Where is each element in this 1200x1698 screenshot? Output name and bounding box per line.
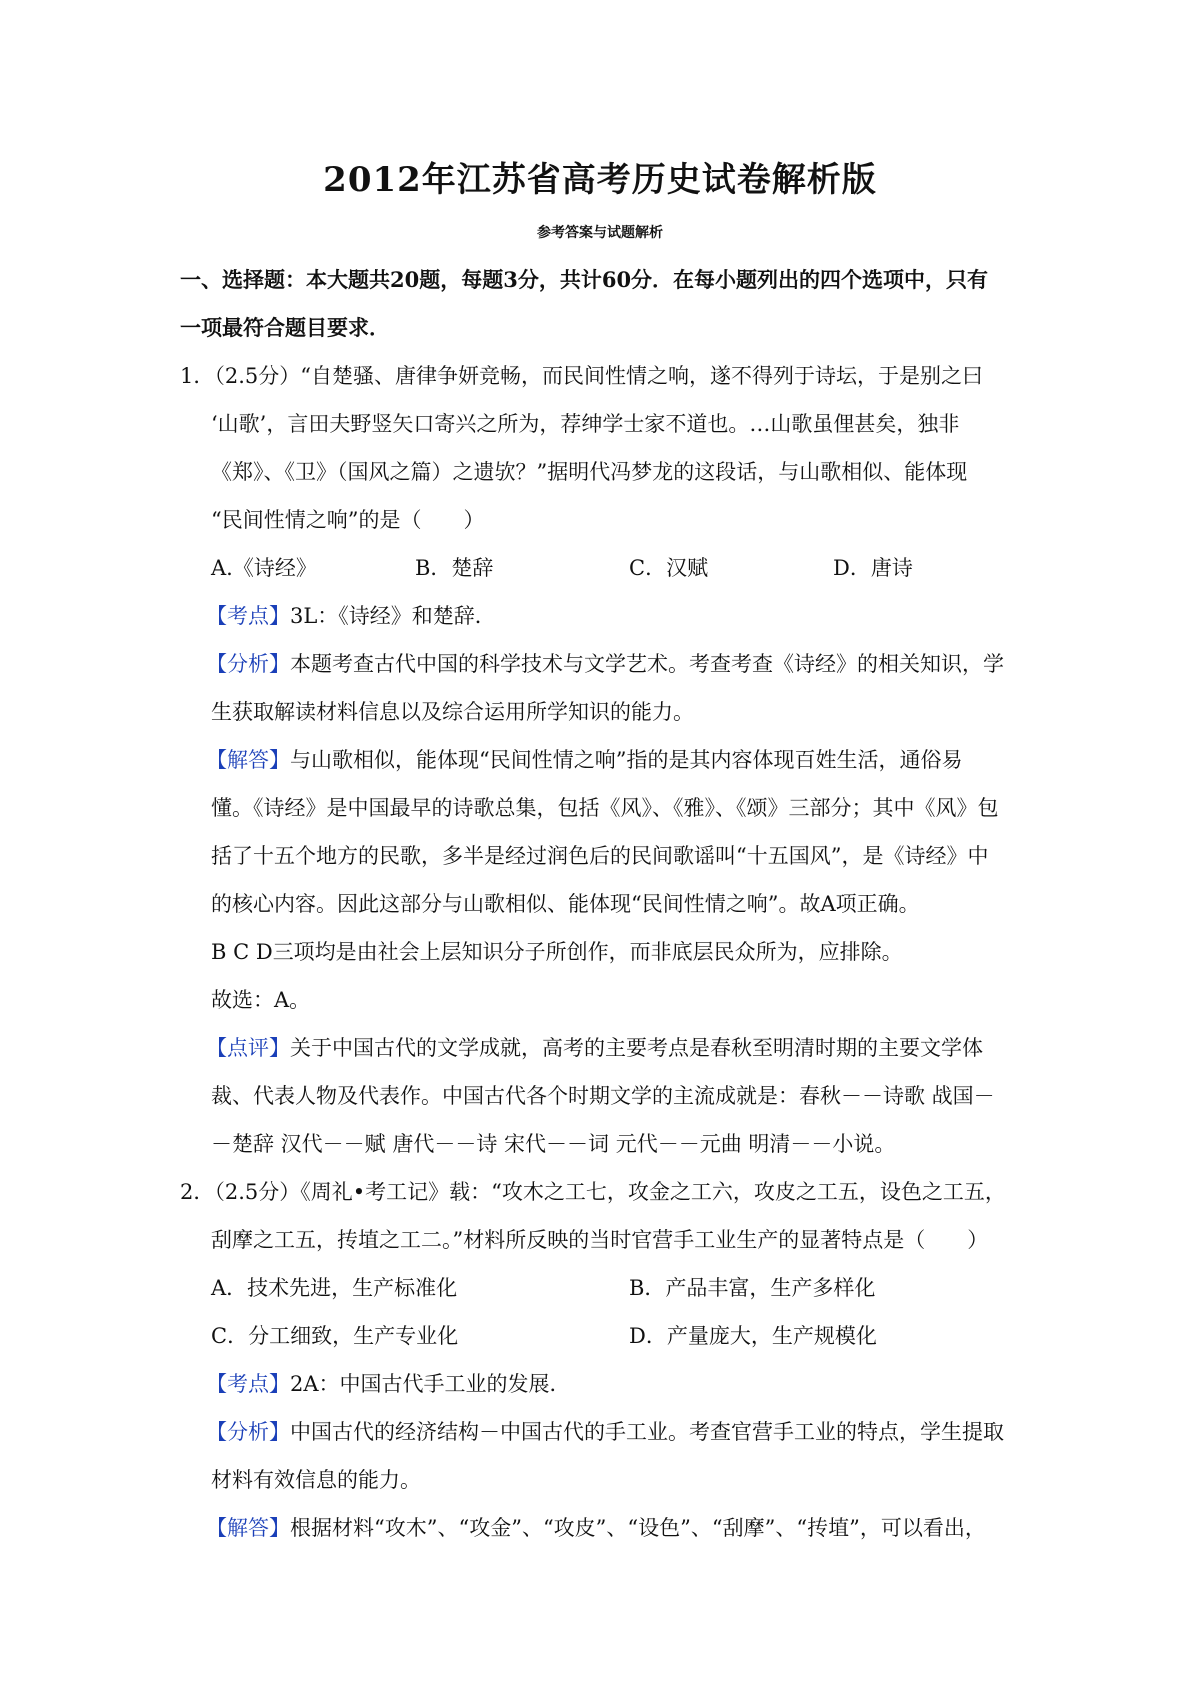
q1-stem-line: ‘山歌’，言田夫野竖矢口寄兴之所为，荐绅学士家不道也。…山歌虽俚甚矣，独非: [211, 412, 960, 436]
page-title: 2012年江苏省高考历史试卷解析版: [323, 160, 877, 200]
q2-stem-line: 2．（2.5分）《周礼•考工记》载：“攻木之工七，攻金之工六，攻皮之工五，设色之工五，: [180, 1180, 1006, 1204]
fenxi-tag: 【分析】: [206, 652, 290, 676]
q1-fenxi-cont: 生获取解读材料信息以及综合运用所学知识的能力。: [211, 700, 694, 724]
dianping-tag: 【点评】: [206, 1036, 290, 1060]
jieda-tag: 【解答】: [206, 1516, 290, 1540]
q2-option-d: D．产量庞大，生产规模化: [629, 1324, 877, 1348]
fenxi-tag: 【分析】: [206, 1420, 290, 1444]
q1-option-a: A.《诗经》: [211, 556, 317, 580]
q1-dianping-cont: 裁、代表人物及代表作。中国古代各个时期文学的主流成就是：春秋－－诗歌 战国－: [211, 1084, 995, 1108]
q1-stem-line: “民间性情之响”的是（ ）: [211, 508, 485, 532]
q1-answer: 故选：A。: [211, 988, 311, 1012]
fenxi-text: 本题考查古代中国的科学技术与文学艺术。考查考查《诗经》的相关知识，学: [290, 652, 1004, 676]
q1-fenxi: [206, 649, 1004, 679]
kaodian-text: 2A：中国古代手工业的发展．: [290, 1372, 571, 1396]
q2-jieda: [206, 1513, 986, 1543]
q1-dianping-cont: －楚辞 汉代－－赋 唐代－－诗 宋代－－词 元代－－元曲 明清－－小说。: [211, 1132, 896, 1156]
kaodian-tag: 【考点】: [206, 604, 290, 628]
kaodian-tag: 【考点】: [206, 1372, 290, 1396]
jieda-tag: 【解答】: [206, 748, 290, 772]
dianping-text: 关于中国古代的文学成就，高考的主要考点是春秋至明清时期的主要文学体: [290, 1036, 983, 1060]
q1-jieda-cont: B C D三项均是由社会上层知识分子所创作，而非底层民众所为，应排除。: [211, 940, 903, 964]
section-heading-cont: 一项最符合题目要求．: [180, 315, 390, 340]
q1-stem-line: 1．（2.5分）“自楚骚、唐律争妍竞畅，而民间性情之响，遂不得列于诗坛，于是别之曰: [180, 364, 983, 388]
q1-dianping: [206, 1033, 983, 1063]
q2-kaodian: [206, 1369, 571, 1399]
q1-jieda-cont: 懂。《诗经》是中国最早的诗歌总集，包括《风》、《雅》、《颂》三部分；其中《风》包: [211, 796, 999, 820]
q2-option-a: A．技术先进，生产标准化: [211, 1276, 458, 1300]
jieda-text: 根据材料“攻木”、“攻金”、“攻皮”、“设色”、“刮摩”、“抟埴”，可以看出，: [290, 1516, 986, 1540]
kaodian-text: 3L：《诗经》和楚辞．: [290, 604, 496, 628]
q2-stem-line: 刮摩之工五，抟埴之工二。”材料所反映的当时官营手工业生产的显著特点是（ ）: [211, 1228, 989, 1252]
jieda-text: 与山歌相似，能体现“民间性情之响”指的是其内容体现百姓生活，通俗易: [290, 748, 963, 772]
section-heading: 一、选择题：本大题共20题，每题3分，共计60分．在每小题列出的四个选项中，只有: [180, 267, 989, 292]
q1-option-d: D．唐诗: [833, 556, 913, 580]
q1-jieda-cont: 的核心内容。因此这部分与山歌相似、能体现“民间性情之响”。故A项正确。: [211, 892, 920, 916]
q1-option-b: B．楚辞: [415, 556, 494, 580]
q2-option-c: C．分工细致，生产专业化: [211, 1324, 459, 1348]
q1-option-c: C．汉赋: [629, 556, 709, 580]
fenxi-text: 中国古代的经济结构－中国古代的手工业。考查官营手工业的特点，学生提取: [290, 1420, 1004, 1444]
q2-fenxi-cont: 材料有效信息的能力。: [211, 1468, 421, 1492]
q1-jieda: [206, 745, 962, 775]
page-subtitle: 参考答案与试题解析: [537, 225, 663, 241]
q1-kaodian: [206, 601, 496, 631]
q2-option-b: B．产品丰富，生产多样化: [629, 1276, 876, 1300]
q2-fenxi: [206, 1417, 1004, 1447]
q1-jieda-cont: 括了十五个地方的民歌，多半是经过润色后的民间歌谣叫“十五国风”，是《诗经》中: [211, 844, 989, 868]
q1-stem-line: 《郑》、《卫》（国风之篇）之遗欤？”据明代冯梦龙的这段话，与山歌相似、能体现: [211, 460, 968, 484]
